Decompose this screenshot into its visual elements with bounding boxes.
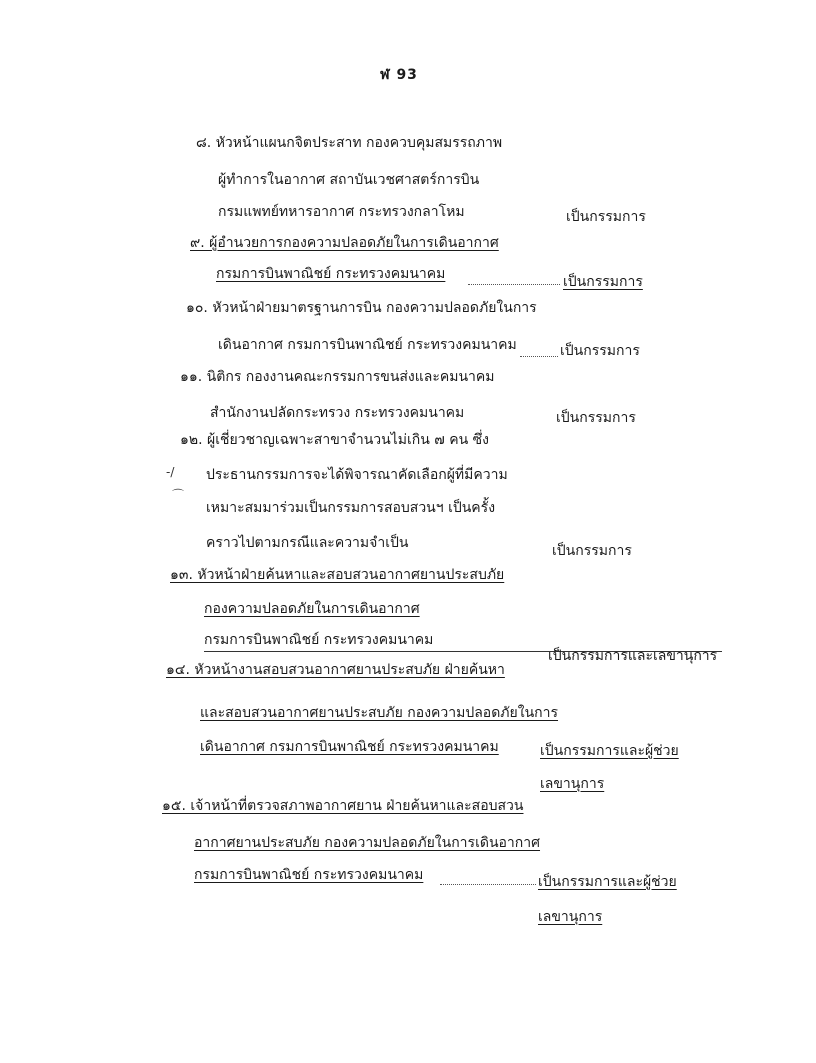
item-11-line-2: สำนักงานปลัดกระทรวง กระทรวงคมนาคม	[210, 405, 465, 421]
item-14-role: เป็นกรรมการและผู้ช่วย	[540, 743, 679, 759]
item-13-line-1: ๑๓. หัวหน้าฝ่ายค้นหาและสอบสวนอากาศยานประสบภัย	[170, 567, 505, 583]
item-12-line-4: คราวไปตามกรณีและความจำเป็น	[206, 535, 409, 551]
item-8-line-2: ผู้ทำการในอากาศ สถาบันเวชศาสตร์การบิน	[218, 172, 480, 188]
item-13-line-2: กองความปลอดภัยในการเดินอากาศ	[204, 601, 420, 617]
margin-mark: ‑/	[166, 465, 175, 479]
item-8-line-1: ๘. หัวหน้าแผนกจิตประสาท กองควบคุมสมรรถภาพ	[196, 135, 503, 151]
item-15-line-3: กรมการบินพาณิชย์ กระทรวงคมนาคม	[194, 867, 424, 883]
item-15-role-cont: เลขานุการ	[538, 909, 603, 925]
item-11-role: เป็นกรรมการ	[556, 410, 636, 426]
item-10-leader-dots	[520, 356, 558, 357]
item-9-line-2: กรมการบินพาณิชย์ กระทรวงคมนาคม	[216, 266, 446, 282]
item-10-role: เป็นกรรมการ	[560, 343, 640, 359]
item-9-role: เป็นกรรมการ	[563, 274, 643, 290]
item-11-line-1: ๑๑. นิติกร กองงานคณะกรรมการขนส่งและคมนาคม	[180, 369, 495, 385]
item-15-leader-dots	[440, 884, 536, 885]
item-13-line-3: กรมการบินพาณิชย์ กระทรวงคมนาคม	[204, 632, 434, 648]
item-14-line-2: และสอบสวนอากาศยานประสบภัย กองความปลอดภัยในการ	[200, 705, 559, 721]
item-10-line-1: ๑๐. หัวหน้าฝ่ายมาตรฐานการบิน กองความปลอดภัยในการ	[186, 300, 537, 316]
item-9-leader-dots	[468, 284, 560, 285]
item-14-line-3: เดินอากาศ กรมการบินพาณิชย์ กระทรวงคมนาคม	[200, 739, 499, 755]
item-12-line-1: ๑๒. ผู้เชี่ยวชาญเฉพาะสาขาจำนวนไม่เกิน ๗ คน ซึ่ง	[180, 432, 489, 448]
item-15-role: เป็นกรรมการและผู้ช่วย	[538, 874, 677, 890]
item-12-line-3: เหมาะสมมาร่วมเป็นกรรมการสอบสวนฯ เป็นครั้ง	[206, 500, 496, 516]
margin-mark: ⌒	[172, 488, 185, 502]
item-10-line-2: เดินอากาศ กรมการบินพาณิชย์ กระทรวงคมนาคม	[218, 337, 517, 353]
item-15-line-1: ๑๕. เจ้าหน้าที่ตรวจสภาพอากาศยาน ฝ่ายค้นหาและสอบสวน	[162, 798, 524, 814]
item-14-line-1: ๑๔. หัวหน้างานสอบสวนอากาศยานประสบภัย ฝ่ายค้นหา	[166, 662, 505, 678]
item-12-line-2: ประธานกรรมการจะได้พิจารณาคัดเลือกผู้ที่มีความ	[206, 467, 508, 483]
item-15-line-2: อากาศยานประสบภัย กองความปลอดภัยในการเดินอากาศ	[194, 835, 541, 851]
item-8-line-3: กรมแพทย์ทหารอากาศ กระทรวงกลาโหม	[218, 204, 465, 220]
item-8-role: เป็นกรรมการ	[566, 209, 646, 225]
item-12-role: เป็นกรรมการ	[552, 543, 632, 559]
item-14-role-cont: เลขานุการ	[540, 776, 605, 792]
item-9-line-1: ๙. ผู้อำนวยการกองความปลอดภัยในการเดินอากาศ	[190, 235, 499, 251]
page-number: ฬ 93	[380, 67, 418, 83]
item-13-role: เป็นกรรมการและเลขานุการ	[548, 648, 718, 664]
